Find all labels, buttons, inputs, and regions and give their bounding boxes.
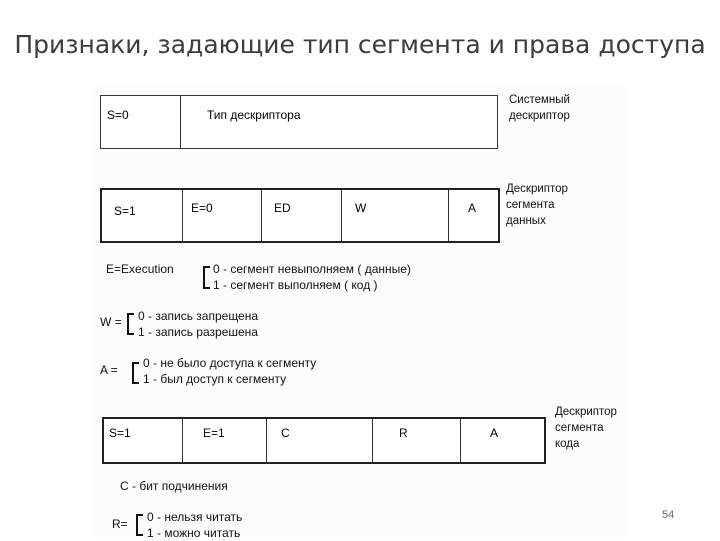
- c-bit-definition: С - бит подчинения: [120, 479, 228, 493]
- table-cell: C: [267, 419, 373, 462]
- execution-brace: [203, 266, 210, 289]
- slide-title: Признаки, задающие тип сегмента и права доступа: [14, 30, 706, 59]
- table-cell: S=1: [102, 190, 183, 241]
- w-brace: [127, 313, 134, 335]
- page-number: 54: [662, 509, 675, 521]
- table-cell: E=1: [183, 419, 267, 462]
- execution-options: 0 - сегмент невыполняем ( данные) 1 - сегмент выполняем ( код ): [213, 262, 411, 292]
- table-cell: R: [373, 419, 461, 462]
- code-descriptor-table: [102, 417, 546, 464]
- r-options: 0 - нельзя читать 1 - можно читать: [147, 510, 243, 540]
- a-label: A =: [100, 363, 118, 377]
- w-label: W =: [100, 315, 122, 329]
- table-cell: A: [468, 201, 477, 215]
- w-options: 0 - запись запрещена 1 - запись разрешена: [138, 309, 259, 339]
- r-brace: [136, 514, 143, 536]
- table-cell: ED: [262, 190, 342, 241]
- table-cell: A: [490, 426, 499, 440]
- a-brace: [132, 362, 139, 384]
- table-cell: S=1: [104, 419, 183, 462]
- a-options: 0 - не было доступа к сегменту 1 - был доступ к сегменту: [143, 356, 317, 386]
- table-cell: S=0: [101, 96, 181, 148]
- execution-label: E=Execution: [106, 262, 174, 276]
- table-cell: E=0: [183, 190, 262, 241]
- system-descriptor-caption: Системный дескриптор: [509, 94, 570, 122]
- table-cell: W: [342, 190, 449, 241]
- system-descriptor-table: [100, 95, 498, 149]
- data-descriptor-table: [100, 188, 500, 243]
- code-descriptor-caption: Дескриптор сегмента кода: [555, 406, 617, 450]
- data-descriptor-caption: Дескриптор сегмента данных: [506, 183, 568, 227]
- table-cell: Тип дескриптора: [207, 108, 301, 122]
- r-label: R=: [112, 517, 128, 531]
